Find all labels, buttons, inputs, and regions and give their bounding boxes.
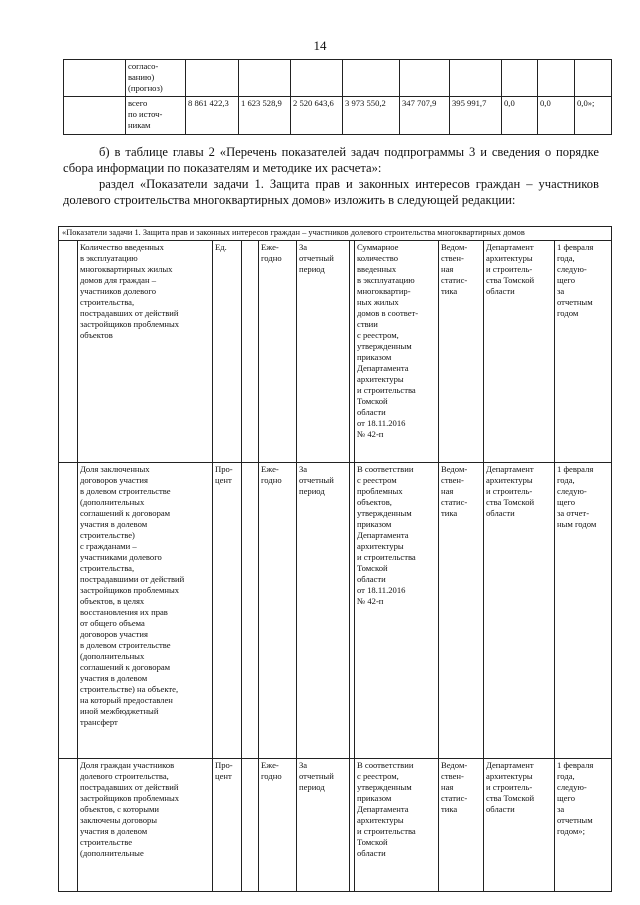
funding-table-cell: 0,0 bbox=[538, 97, 575, 135]
indicators-table-cell: Ведом- ствен- ная статис- тика bbox=[439, 240, 484, 462]
indicators-table-cell: Суммарное количество введенных в эксплуатацию многоквартир- ных жилых домов в соответ- ствии с реестром, утвержденным приказом Департамента архитектуры и строительства Томской области от 18.11.2016 № 42-п bbox=[355, 240, 439, 462]
indicators-table-cell bbox=[59, 240, 78, 462]
table-section-header: «Показатели задачи 1. Защита прав и законных интересов граждан – участников долевого строительства многоквартирных домов bbox=[59, 227, 612, 241]
indicators-table-cell bbox=[242, 240, 259, 462]
funding-table-cell bbox=[575, 60, 612, 97]
indicators-table-cell: Про- цент bbox=[213, 758, 242, 891]
indicators-table-cell: Департамент архитектуры и строитель- ства Томской области bbox=[484, 758, 555, 891]
indicators-table-cell: За отчетный период bbox=[297, 758, 350, 891]
indicators-table-cell: За отчетный период bbox=[297, 462, 350, 758]
funding-table-cell: 8 861 422,3 bbox=[186, 97, 239, 135]
funding-table-cell: 0,0 bbox=[502, 97, 538, 135]
indicators-table-cell bbox=[242, 758, 259, 891]
funding-table-cell: согласо- ванию) (прогноз) bbox=[126, 60, 186, 97]
indicators-table-cell: Количество введенных в эксплуатацию многоквартирных жилых домов для граждан – участников долевого строительства, пострадавших от действий застройщиков проблемных объектов bbox=[78, 240, 213, 462]
indicators-table-cell: В соответствии с реестром, утвержденным приказом Департамента архитектуры и строительства Томской области bbox=[355, 758, 439, 891]
indicators-table-cell: В соответствии с реестром проблемных объектов, утвержденным приказом Департамента архитектуры и строительства Томской области от 18.11.2016 № 42-п bbox=[355, 462, 439, 758]
funding-table-cell: 3 973 550,2 bbox=[343, 97, 400, 135]
indicators-table-cell: 1 февраля года, следую- щего за отчет- ным годом bbox=[555, 462, 612, 758]
page-number: 14 bbox=[313, 38, 327, 53]
funding-table-cell: 347 707,9 bbox=[400, 97, 450, 135]
indicators-table-cell: Департамент архитектуры и строитель- ства Томской области bbox=[484, 462, 555, 758]
funding-table-cell bbox=[186, 60, 239, 97]
indicators-table-cell: За отчетный период bbox=[297, 240, 350, 462]
indicators-table-cell bbox=[59, 758, 78, 891]
indicators-table-cell: Ведом- ствен- ная статис- тика bbox=[439, 462, 484, 758]
funding-table-cell: 2 520 643,6 bbox=[291, 97, 343, 135]
indicators-table-cell: Доля граждан участников долевого строительства, пострадавших от действий застройщиков проблемных объектов, с которыми заключены договоры участия в долевом строительстве (дополнительные bbox=[78, 758, 213, 891]
funding-table-continuation bbox=[63, 59, 612, 135]
funding-table-cell bbox=[538, 60, 575, 97]
funding-table-cell: всего по источ- никам bbox=[126, 97, 186, 135]
funding-table-row bbox=[64, 97, 612, 135]
indicators-table-cell bbox=[59, 462, 78, 758]
funding-table-cell bbox=[239, 60, 291, 97]
funding-table-row bbox=[64, 60, 612, 97]
funding-table-cell bbox=[64, 60, 126, 97]
paragraph-b: б) в таблице главы 2 «Перечень показателей задач подпрограммы 3 и сведения о порядке сбора информации по показателям и методике их расчета»: bbox=[63, 145, 599, 175]
indicators-table-cell: Ведом- ствен- ная статис- тика bbox=[439, 758, 484, 891]
indicators-table-cell bbox=[242, 462, 259, 758]
funding-table-cell bbox=[64, 97, 126, 135]
indicators-table-row bbox=[59, 240, 612, 462]
indicators-table-row bbox=[59, 758, 612, 891]
paragraph-section: раздел «Показатели задачи 1. Защита прав и законных интересов граждан – участников долевого строительства многоквартирных домов» изложить в следующей редакции: bbox=[63, 177, 599, 207]
indicators-table-cell: Еже- годно bbox=[259, 758, 297, 891]
funding-table-cell: 395 991,7 bbox=[450, 97, 502, 135]
funding-table-cell bbox=[450, 60, 502, 97]
funding-table-cell bbox=[291, 60, 343, 97]
table-header-row bbox=[59, 227, 612, 241]
funding-table-cell: 1 623 528,9 bbox=[239, 97, 291, 135]
funding-table-cell bbox=[400, 60, 450, 97]
funding-table-cell: 0,0»; bbox=[575, 97, 612, 135]
funding-table-cell bbox=[343, 60, 400, 97]
indicators-table-cell: Еже- годно bbox=[259, 462, 297, 758]
indicators-table-cell: 1 февраля года, следую- щего за отчетным годом»; bbox=[555, 758, 612, 891]
indicators-table-cell: Департамент архитектуры и строитель- ства Томской области bbox=[484, 240, 555, 462]
indicators-table-cell: Про- цент bbox=[213, 462, 242, 758]
indicators-table-row bbox=[59, 462, 612, 758]
indicators-table bbox=[58, 226, 612, 892]
indicators-table-cell: Ед. bbox=[213, 240, 242, 462]
indicators-table-cell: Доля заключенных договоров участия в долевом строительстве (дополнительных соглашений к договорам участия в долевом строительстве) с гражданами – участниками долевого строительства, пострадавшими от действий застройщиков проблемных объектов, в целях восстановления их прав от общего объема договоров участия в долевом строительстве (дополнительных соглашений к договорам участия в долевом строительстве) на объекте, на который предоставлен иной межбюджетный трансферт bbox=[78, 462, 213, 758]
indicators-table-cell: 1 февраля года, следую- щего за отчетным годом bbox=[555, 240, 612, 462]
funding-table-cell bbox=[502, 60, 538, 97]
indicators-table-cell: Еже- годно bbox=[259, 240, 297, 462]
